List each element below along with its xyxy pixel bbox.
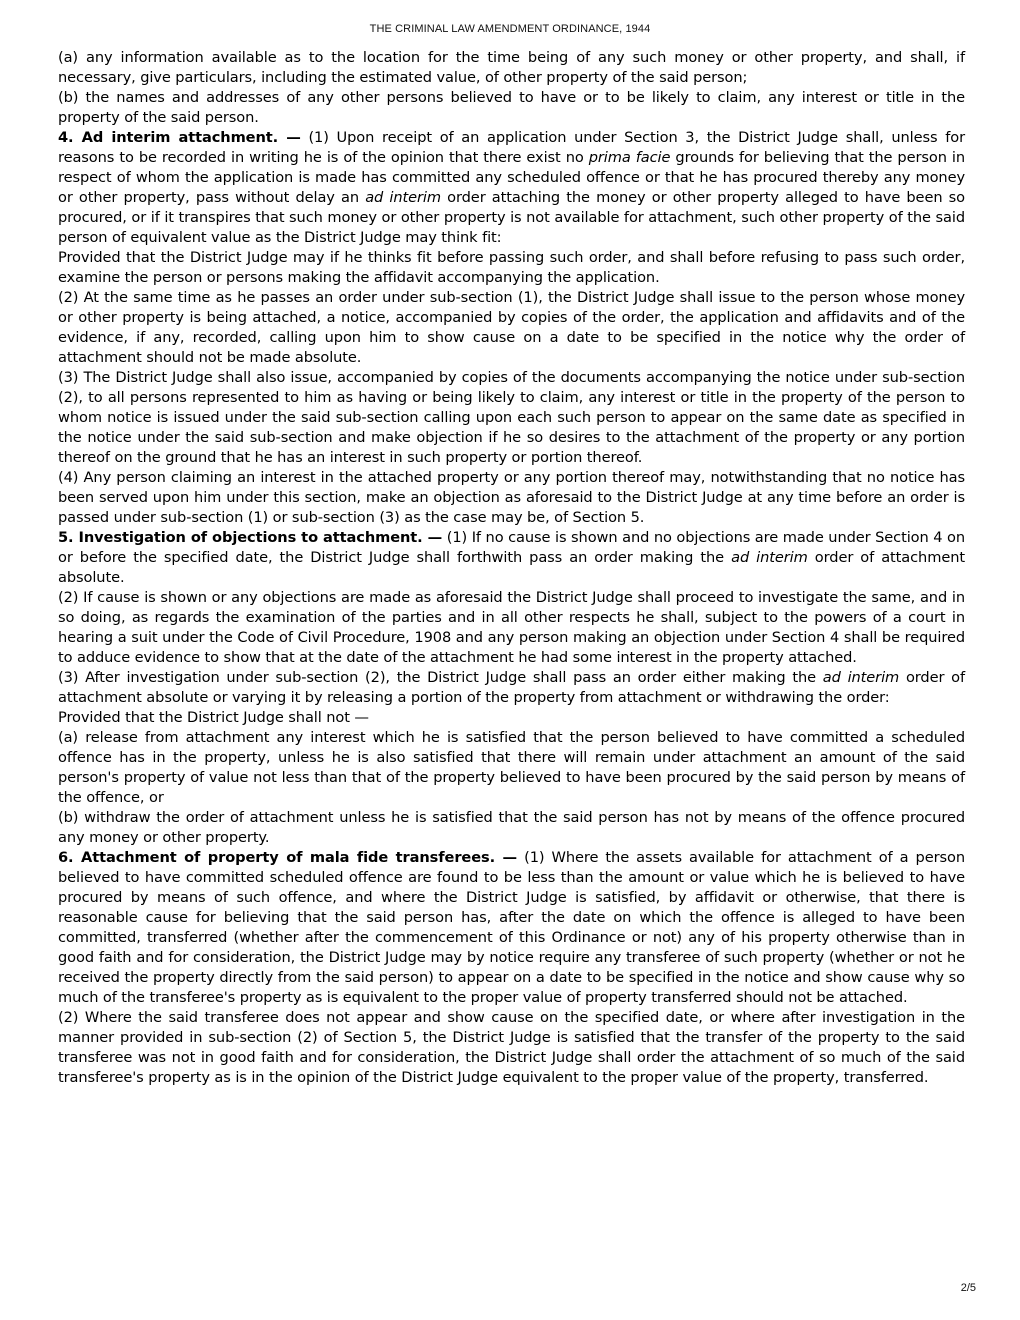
section-5-title: 5. Investigation of objections to attachment. —: [58, 529, 443, 546]
page-number: 2/5: [960, 1282, 976, 1294]
section-5-2: (2) If cause is shown or any objections are made as aforesaid the District Judge shall proceed to investigate the same, and in so doing, as regards the examination of the parties and in all other respects he shall, subject to the powers of a court in hearing a suit under the Code of Civil Procedure, 1908 and any person making an objection under Section 4 shall be required to adduce evidence to show that at the date of the attachment he had some interest in the property attached.: [58, 589, 965, 666]
section-4-4: (4) Any person claiming an interest in the attached property or any portion thereof may, notwithstanding that no notice has been served upon him under this section, make an objection as aforesaid to the District Judge at any time before an order is passed under sub-section (1) or sub-section (3) as the case may be, of Section 5.: [58, 469, 965, 526]
section-4-proviso: Provided that the District Judge may if he thinks fit before passing such order, and shall before refusing to pass such order, examine the person or persons making the affidavit accompanying the application.: [58, 249, 965, 286]
section-6-title: 6. Attachment of property of mala fide transferees. —: [58, 849, 518, 866]
section-4-1: 4. Ad interim attachment. — (1) Upon receipt of an application under Section 3, the District Judge shall, unless for reasons to be recorded in writing he is of the opinion that there exist no prima facie grounds for believing that the person in respect of whom the application is made has committed any scheduled offence or that he has procured thereby any money or other property, pass without delay an ad interim order attaching the money or other property alleged to have been so procured, or if it transpires that such money or other property is not available for attachment, such other property of the said person of equivalent value as the District Judge may think fit:: [58, 129, 966, 246]
document-body: [58, 48, 965, 1088]
section-4-title: 4. Ad interim attachment. —: [58, 129, 301, 146]
section-6-2: (2) Where the said transferee does not appear and show cause on the specified date, or where after investigation in the manner provided in sub-section (2) of Section 5, the District Judge is satisfied that the transfer of the property to the said transferee was not in good faith and for consideration, the District Judge shall order the attachment of so much of the said transferee's property as is in the opinion of the District Judge equivalent to the proper value of the property, transferred.: [58, 1009, 965, 1086]
section-4-3: (3) The District Judge shall also issue, accompanied by copies of the documents accompanying the notice under sub-section (2), to all persons represented to him as having or being likely to claim, any interest or title in the property of the person to whom notice is issued under the said sub-section calling upon each such person to appear on the same date as specified in the notice under the said sub-section and make objection if he so desires to the attachment of the property or any portion thereof on the ground that he has an interest in such property or portion thereof.: [58, 369, 965, 466]
section-5-3: (3) After investigation under sub-section (2), the District Judge shall pass an order either making the ad interim order of attachment absolute or varying it by releasing a portion of the property from attachment or withdrawing the order:: [58, 669, 966, 706]
paragraph-2b: (b) the names and addresses of any other persons believed to have or to be likely to claim, any interest or title in the property of the said person.: [58, 89, 965, 126]
running-header: THE CRIMINAL LAW AMENDMENT ORDINANCE, 1944: [369, 23, 651, 35]
paragraph-2a: (a) any information available as to the location for the time being of any such money or other property, and shall, if necessary, give particulars, including the estimated value, of other property of the said person;: [58, 49, 965, 86]
section-4-2: (2) At the same time as he passes an order under sub-section (1), the District Judge shall issue to the person whose money or other property is being attached, a notice, accompanied by copies of the order, the application and affidavits and of the evidence, if any, recorded, calling upon him to show cause on a date to be specified in the notice why the order of attachment should not be made absolute.: [58, 289, 965, 366]
section-6-1: 6. Attachment of property of mala fide transferees. — (1) Where the assets available for attachment of a person believed to have committed scheduled offence are found to be less than the amount or value which he is believed to have procured by means of such offence, and where the District Judge is satisfied, by affidavit or otherwise, that there is reasonable cause for believing that the said person has, after the date on which the offence is alleged to have been committed, transferred (whether after the commencement of this Ordinance or not) any of his property otherwise than in good faith and for consideration, the District Judge may by notice require any transferee of such property (whether or not he received the property directly from the said person) to appear on a date to be specified in the notice and show cause why so much of the transferee's property as is equivalent to the proper value of property transferred should not be attached.: [58, 849, 965, 1006]
section-5-proviso-a: (a) release from attachment any interest which he is satisfied that the person believed to have committed a scheduled offence has in the property, unless he is also satisfied that there will remain under attachment an amount of the said person's property of value not less than that of the property believed to have been procured by the said person by means of the offence, or: [58, 729, 965, 806]
section-5-proviso: Provided that the District Judge shall not —: [58, 709, 369, 726]
section-5-proviso-b: (b) withdraw the order of attachment unless he is satisfied that the said person has not by means of the offence procured any money or other property.: [58, 809, 965, 846]
section-5-1: 5. Investigation of objections to attachment. — (1) If no cause is shown and no objections are made under Section 4 on or before the specified date, the District Judge shall forthwith pass an order making the ad interim order of attachment absolute.: [58, 529, 965, 586]
